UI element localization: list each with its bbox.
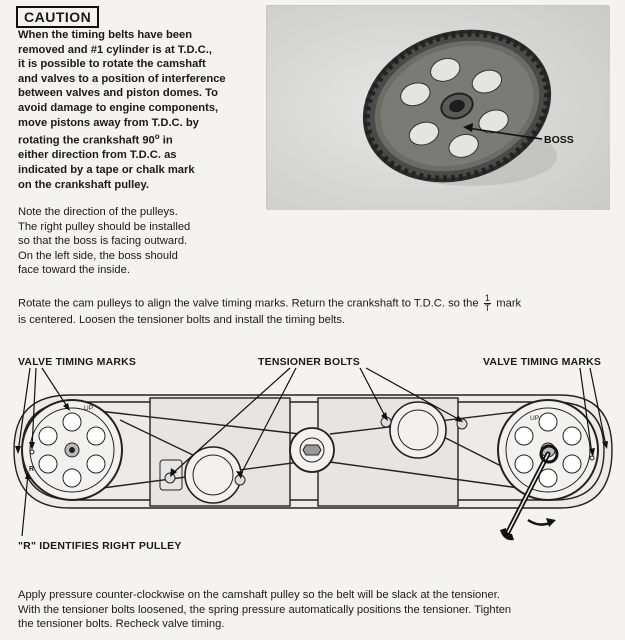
right-cam-pulley (498, 400, 598, 500)
note-line: face toward the inside. (18, 264, 130, 277)
fraction-numerator: 1 (484, 293, 490, 303)
label-r-identifies-right-pulley: "R" IDENTIFIES RIGHT PULLEY (18, 540, 182, 552)
label-valve-timing-marks-left: VALVE TIMING MARKS (18, 356, 137, 368)
rotate-paragraph (18, 294, 618, 328)
crankshaft-pulley (290, 428, 334, 472)
apply-line: With the tensioner bolts loosened, the spring pressure automatically positions the tensioner. Tighten (18, 603, 512, 616)
fraction-mark (484, 294, 492, 313)
caution-line: either direction from T.D.C. as (18, 149, 177, 162)
label-tensioner-bolts: TENSIONER BOLTS (258, 356, 360, 368)
caution-line: and valves to a position of interference (18, 72, 226, 85)
caution-line: between valves and piston domes. To (18, 87, 218, 100)
boss-callout-label: BOSS (544, 134, 574, 146)
rotate-line (18, 294, 618, 313)
timing-belt-diagram (0, 350, 625, 560)
caution-line: move pistons away from T.D.C. by (18, 116, 199, 129)
caution-line-text: rotating the crankshaft 90 (18, 134, 155, 147)
engine-belt-drawing (0, 350, 625, 560)
caution-line-text: in (162, 134, 173, 147)
rotate-line: is centered. Loosen the tensioner bolts and install the timing belts. (18, 314, 346, 326)
label-valve-timing-marks-right: VALVE TIMING MARKS (483, 356, 602, 368)
rotate-text-before: Rotate the cam pulleys to align the valve timing marks. Return the crankshaft to T.D.C. so the (18, 297, 479, 310)
caution-line: When the timing belts have been (18, 29, 193, 41)
up-mark-right: UP (530, 415, 540, 422)
cam-pulley-photo (266, 5, 609, 209)
caution-line (18, 130, 250, 148)
note-line: Note the direction of the pulleys. (18, 206, 178, 218)
left-cam-pulley (22, 400, 122, 500)
note-line: The right pulley should be installed (18, 220, 191, 233)
r-mark: R (29, 466, 35, 473)
caution-paragraph (18, 28, 250, 192)
caution-line: it is possible to rotate the camshaft (18, 58, 206, 71)
fraction-denominator: T (484, 303, 491, 313)
note-paragraph (18, 205, 258, 278)
caution-heading: CAUTION (16, 6, 99, 28)
apply-line: Apply pressure counter-clockwise on the camshaft pulley so the belt will be slack at the tensioner. (18, 589, 500, 601)
caution-line: avoid damage to engine components, (18, 101, 219, 114)
caution-line: removed and #1 cylinder is at T.D.C., (18, 43, 212, 56)
apply-paragraph (18, 588, 618, 632)
caution-line: indicated by a tape or chalk mark (18, 164, 195, 177)
rotate-text-after: mark (496, 297, 522, 310)
note-line: so that the boss is facing outward. (18, 235, 188, 248)
apply-line: the tensioner bolts. Recheck valve timing. (18, 618, 225, 631)
caution-line: on the crankshaft pulley. (18, 178, 149, 191)
up-mark-left: UP (84, 405, 94, 412)
degree-sign: o (154, 132, 160, 142)
note-line: On the left side, the boss should (18, 249, 178, 262)
